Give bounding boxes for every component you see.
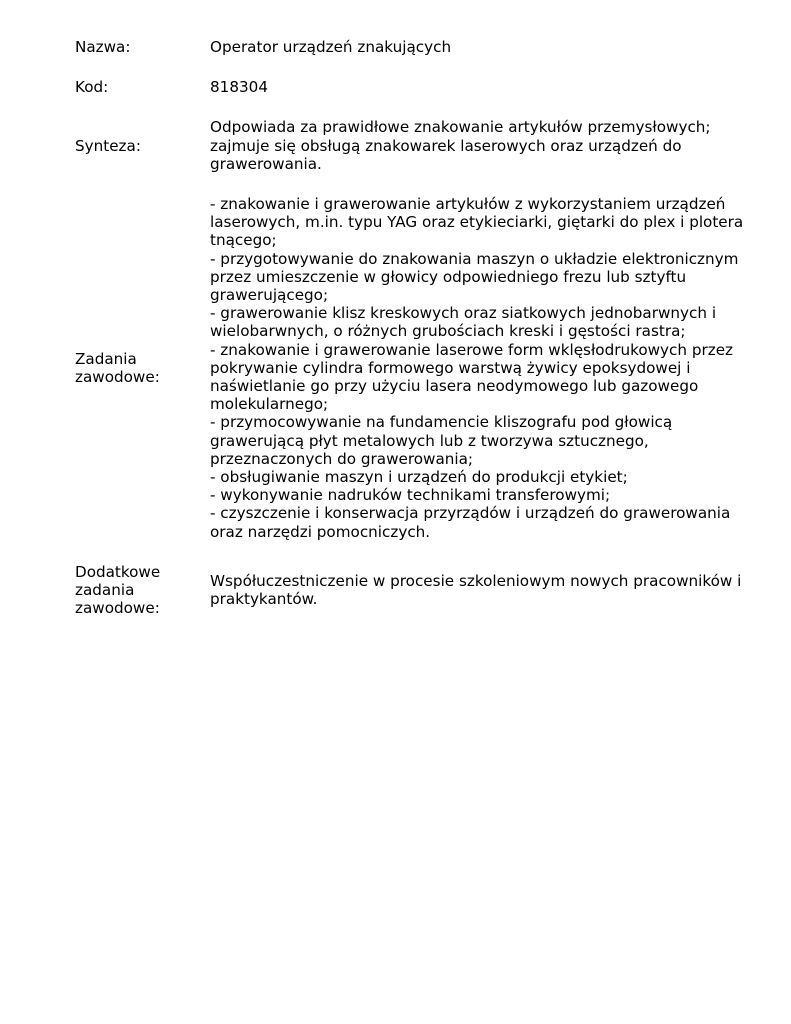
name-row [75,38,765,56]
tasks-label: Zadania zawodowe: [75,349,160,386]
task-item: - czyszczenie i konserwacja przyrządów i urządzeń do grawerowania oraz narzędzi pomocniczych. [210,504,731,541]
name-label: Nazwa: [75,38,131,56]
occupation-sheet [75,38,765,617]
tasks-list [210,195,765,541]
code-label: Kod: [75,78,109,97]
task-item: - znakowanie i grawerowanie artykułów z wykorzystaniem urządzeń laserowych, m.in. typu YAG oraz etykieciarki, giętarki do plex i plotera tnącego; [210,195,744,250]
synthesis-label: Synteza: [75,136,141,155]
task-item: - przygotowywanie do znakowania maszyn o układzie elektronicznym przez umieszczenie w głowicy odpowiedniego frezu lub sztyftu grawerującego; [210,249,739,305]
code-value: 818304 [210,78,268,97]
occupation-fields-table [75,38,765,617]
synthesis-value: Odpowiada za prawidłowe znakowanie artykułów przemysłowych; zajmuje się obsługą znakowarek laserowych oraz urządzeń do grawerowania. [210,118,711,173]
tasks-row [75,195,765,541]
name-value: Operator urządzeń znakujących [210,38,452,56]
task-item: - grawerowanie klisz kreskowych oraz siatkowych jednobarwnych i wielobarwnych, o różnych grubościach kreski i gęstości rastra; [210,304,717,341]
synthesis-row [75,118,765,173]
task-item: - obsługiwanie maszyn i urządzeń do produkcji etykiet; [210,468,628,487]
additional-tasks-label: Dodatkowe zadania zawodowe: [75,562,161,618]
additional-tasks-value: Współuczestniczenie w procesie szkoleniowym nowych pracowników i praktykantów. [210,571,742,609]
code-row [75,78,765,96]
additional-tasks-row [75,563,765,618]
task-item: - przymocowywanie na fundamencie kliszografu pod głowicą grawerującą płyt metalowych lub z tworzywa sztucznego, przeznaczonych do grawerowania; [210,413,673,468]
task-item: - znakowanie i grawerowanie laserowe form wklęsłodrukowych przez pokrywanie cylindra formowego warstwą żywicy epoksydowej i naświetlanie go przy użyciu lasera neodymowego lub gazowego molekularnego; [210,340,734,414]
task-item: - wykonywanie nadruków technikami transferowymi; [210,486,611,505]
